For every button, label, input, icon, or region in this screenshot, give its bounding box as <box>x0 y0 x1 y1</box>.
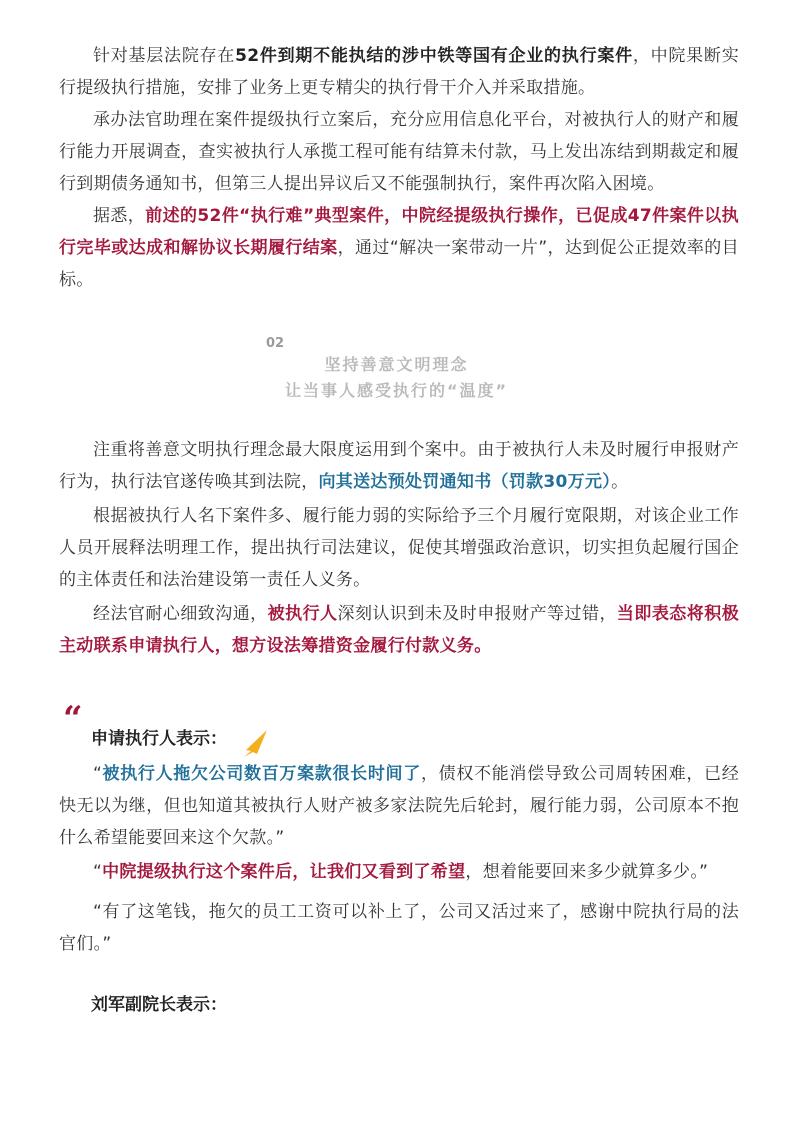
text-run: 。 <box>611 472 629 492</box>
pointer-arrow-icon <box>240 728 270 758</box>
paragraph-investigation: 承办法官助理在案件提级执行立案后，充分应用信息化平台，对被执行人的财产和履行能力开展调查，查实被执行人承揽工程可能有结算未付款，马上发出冻结到期裁定和履行到期债务通知书，但第三人提出异议后又不能强制执行，案件再次陷入困境。 <box>59 110 739 194</box>
speaker-vice-president: 刘军副院长表示： <box>91 995 227 1015</box>
quote-applicant-2 <box>59 856 739 888</box>
text-run: 注重将善意文明执行理念最大限度运用到个案中。由于被执行人未及时履行申报财产行为，执行法官遂传唤其到法院， <box>59 440 739 492</box>
red-highlight: 当即表态将积极主动联系申请执行人，想方设法筹措资金履行付款义务。 <box>59 604 740 656</box>
text-run: ，想着能要回来多少就算多少。” <box>465 862 709 882</box>
left-double-quote-icon: “ <box>63 699 83 739</box>
speaker-applicant: 申请执行人表示： <box>91 729 227 749</box>
red-highlight: 被执行人 <box>267 604 338 624</box>
quote-applicant-1 <box>59 758 739 854</box>
text-run: ，通过“解决一案带动一片”，达到促公正提效率的目标。 <box>59 238 739 290</box>
bold-highlight: 52件到期不能执结的涉中铁等国有企业的执行案件 <box>235 46 633 66</box>
text-run: ，中院果断实行提级执行措施，安排了业务上更专精尖的执行骨干介入并采取措施。 <box>59 46 739 98</box>
section-title-line2: 让当事人感受执行的“温度” <box>284 381 509 400</box>
teal-highlight: 向其送达预处罚通知书（罚款30万元） <box>318 472 612 492</box>
paragraph-communication <box>59 598 739 662</box>
text-run: 深刻认识到未及时申报财产等过错， <box>337 604 617 624</box>
text-run: ，债权不能消偿导致公司周转困难，已经快无以为继，但也知道其被执行人财产被多家法院先后轮封，履行能力弱，公司原本不抱什么希望能要回来这个欠款。” <box>59 764 740 848</box>
text-run: “ <box>93 862 103 882</box>
text-run: “ <box>93 764 103 784</box>
section-number: 02 <box>266 336 285 351</box>
teal-highlight: 被执行人拖欠公司数百万案款很长时间了 <box>102 764 421 784</box>
text-run: 经法官耐心细致沟通， <box>93 604 268 624</box>
red-highlight: 前述的52件“执行难”典型案件，中院经提级执行操作，已促成47件案件以执行完毕或达成和解协议长期履行结案 <box>59 206 739 258</box>
red-highlight: 中院提级执行这个案件后，让我们又看到了希望 <box>102 862 466 882</box>
text-run: 针对基层法院存在 <box>93 46 236 66</box>
quote-applicant-3: “有了这笔钱，拖欠的员工工资可以补上了，公司又活过来了，感谢中院执行局的法官们。” <box>59 902 739 954</box>
section-title-line1: 坚持善意文明理念 <box>324 355 469 374</box>
paragraph-summons <box>59 434 739 498</box>
text-run: 据悉， <box>93 206 146 226</box>
paragraph-grace-period: 根据被执行人名下案件多、履行能力弱的实际给予三个月履行宽限期，对该企业工作人员开展释法明理工作，提出执行司法建议，促使其增强政治意识，切实担负起履行国企的主体责任和法治建设第一责任人义务。 <box>59 506 739 590</box>
paragraph-results <box>59 200 739 296</box>
paragraph-case-transfer <box>59 40 739 104</box>
